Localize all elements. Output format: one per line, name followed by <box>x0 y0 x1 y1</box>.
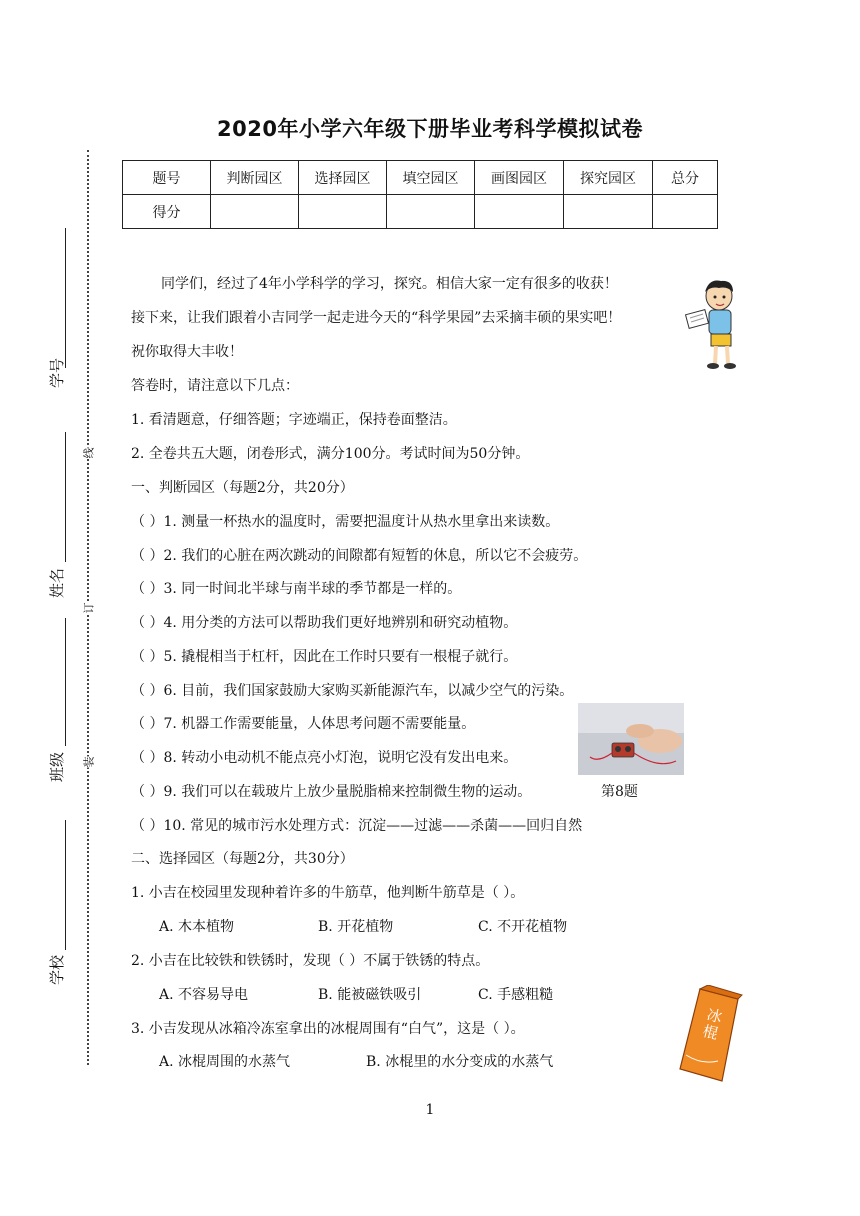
section2-heading: 二、选择园区（每题2分，共30分） <box>131 851 354 867</box>
note-item: 2. 全卷共五大题，闭卷形式，满分100分。考试时间为50分钟。 <box>131 446 530 462</box>
option-c: C. 不开花植物 <box>478 919 568 935</box>
binding-marker-bind: 装 <box>79 757 99 768</box>
section1-heading: 一、判断园区（每题2分，共20分） <box>131 480 354 496</box>
score-table-score-row <box>123 195 718 229</box>
judge-item: （ ）10. 常见的城市污水处理方式：沉淀——过滤——杀菌——回归自然 <box>131 818 583 834</box>
page-title: 2020年小学六年级下册毕业考科学模拟试卷 <box>217 117 643 141</box>
header-cell: 填空园区 <box>387 161 475 195</box>
header-cell: 探究园区 <box>564 161 653 195</box>
score-table <box>122 160 718 229</box>
score-cell[interactable] <box>475 195 564 229</box>
judge-item: （ ）6. 目前，我们国家鼓励大家购买新能源汽车，以减少空气的污染。 <box>131 683 574 699</box>
header-cell: 选择园区 <box>299 161 387 195</box>
score-cell[interactable] <box>211 195 299 229</box>
score-cell[interactable] <box>564 195 653 229</box>
header-cell: 题号 <box>123 161 211 195</box>
judge-item: （ ）8. 转动小电动机不能点亮小灯泡，说明它没有发出电来。 <box>131 750 518 766</box>
option-a: A. 不容易导电 <box>159 987 249 1003</box>
judge-item: （ ）7. 机器工作需要能量，人体思考问题不需要能量。 <box>131 716 476 732</box>
score-row-label: 得分 <box>123 195 211 229</box>
intro-line: 接下来，让我们跟着小吉同学一起走进今天的“科学果园”去采摘丰硕的果实吧！ <box>131 310 622 326</box>
judge-item: （ ）3. 同一时间北半球与南半球的季节都是一样的。 <box>131 581 462 597</box>
score-table-header-row <box>123 161 718 195</box>
intro-line: 同学们，经过了4年小学科学的学习，探究。相信大家一定有很多的收获！ <box>161 276 618 292</box>
question-stem: 3. 小吉发现从冰箱冷冻室拿出的冰棍周围有“白气”，这是（ ）。 <box>131 1021 525 1037</box>
boy-illustration <box>683 278 743 372</box>
page-number: 1 <box>425 1102 435 1118</box>
motor-experiment-photo <box>578 703 684 775</box>
option-b: B. 开花植物 <box>318 919 394 935</box>
figure-caption: 第8题 <box>601 784 638 800</box>
notes-heading: 答卷时，请注意以下几点： <box>131 378 299 394</box>
question-stem: 2. 小吉在比较铁和铁锈时，发现（ ）不属于铁锈的特点。 <box>131 953 490 969</box>
option-b: B. 能被磁铁吸引 <box>318 987 422 1003</box>
option-b: B. 冰棍里的水分变成的水蒸气 <box>366 1054 554 1070</box>
score-cell[interactable] <box>653 195 718 229</box>
header-cell: 总分 <box>653 161 718 195</box>
class-label: 班级 <box>48 751 66 782</box>
name-label: 姓名 <box>48 567 66 598</box>
header-cell: 画图园区 <box>475 161 564 195</box>
binding-marker-staple: 订 <box>79 603 99 614</box>
class-underline <box>65 618 66 746</box>
ice-stick-illustration <box>672 985 744 1085</box>
score-cell[interactable] <box>387 195 475 229</box>
judge-item: （ ）5. 撬棍相当于杠杆，因此在工作时只要有一根棍子就行。 <box>131 649 518 665</box>
student-id-label: 学号 <box>48 357 66 388</box>
student-id-underline <box>65 228 66 368</box>
judge-item: （ ）2. 我们的心脏在两次跳动的间隙都有短暂的休息，所以它不会疲劳。 <box>131 548 588 564</box>
judge-item: （ ）4. 用分类的方法可以帮助我们更好地辨别和研究动植物。 <box>131 615 518 631</box>
school-label: 学校 <box>48 954 66 985</box>
name-underline <box>65 432 66 562</box>
score-cell[interactable] <box>299 195 387 229</box>
ice-stick-text: 冰棍 <box>700 1005 724 1044</box>
question-stem: 1. 小吉在校园里发现种着许多的牛筋草，他判断牛筋草是（ ）。 <box>131 885 525 901</box>
intro-line: 祝你取得大丰收！ <box>131 344 243 360</box>
binding-marker-line: 线 <box>79 448 99 459</box>
option-c: C. 手感粗糙 <box>478 987 554 1003</box>
header-cell: 判断园区 <box>211 161 299 195</box>
option-a: A. 冰棍周围的水蒸气 <box>159 1054 291 1070</box>
judge-item: （ ）9. 我们可以在载玻片上放少量脱脂棉来控制微生物的运动。 <box>131 784 532 800</box>
option-a: A. 木本植物 <box>159 919 235 935</box>
school-underline <box>65 820 66 950</box>
note-item: 1. 看清题意，仔细答题；字迹端正，保持卷面整洁。 <box>131 412 457 428</box>
judge-item: （ ）1. 测量一杯热水的温度时，需要把温度计从热水里拿出来读数。 <box>131 514 560 530</box>
